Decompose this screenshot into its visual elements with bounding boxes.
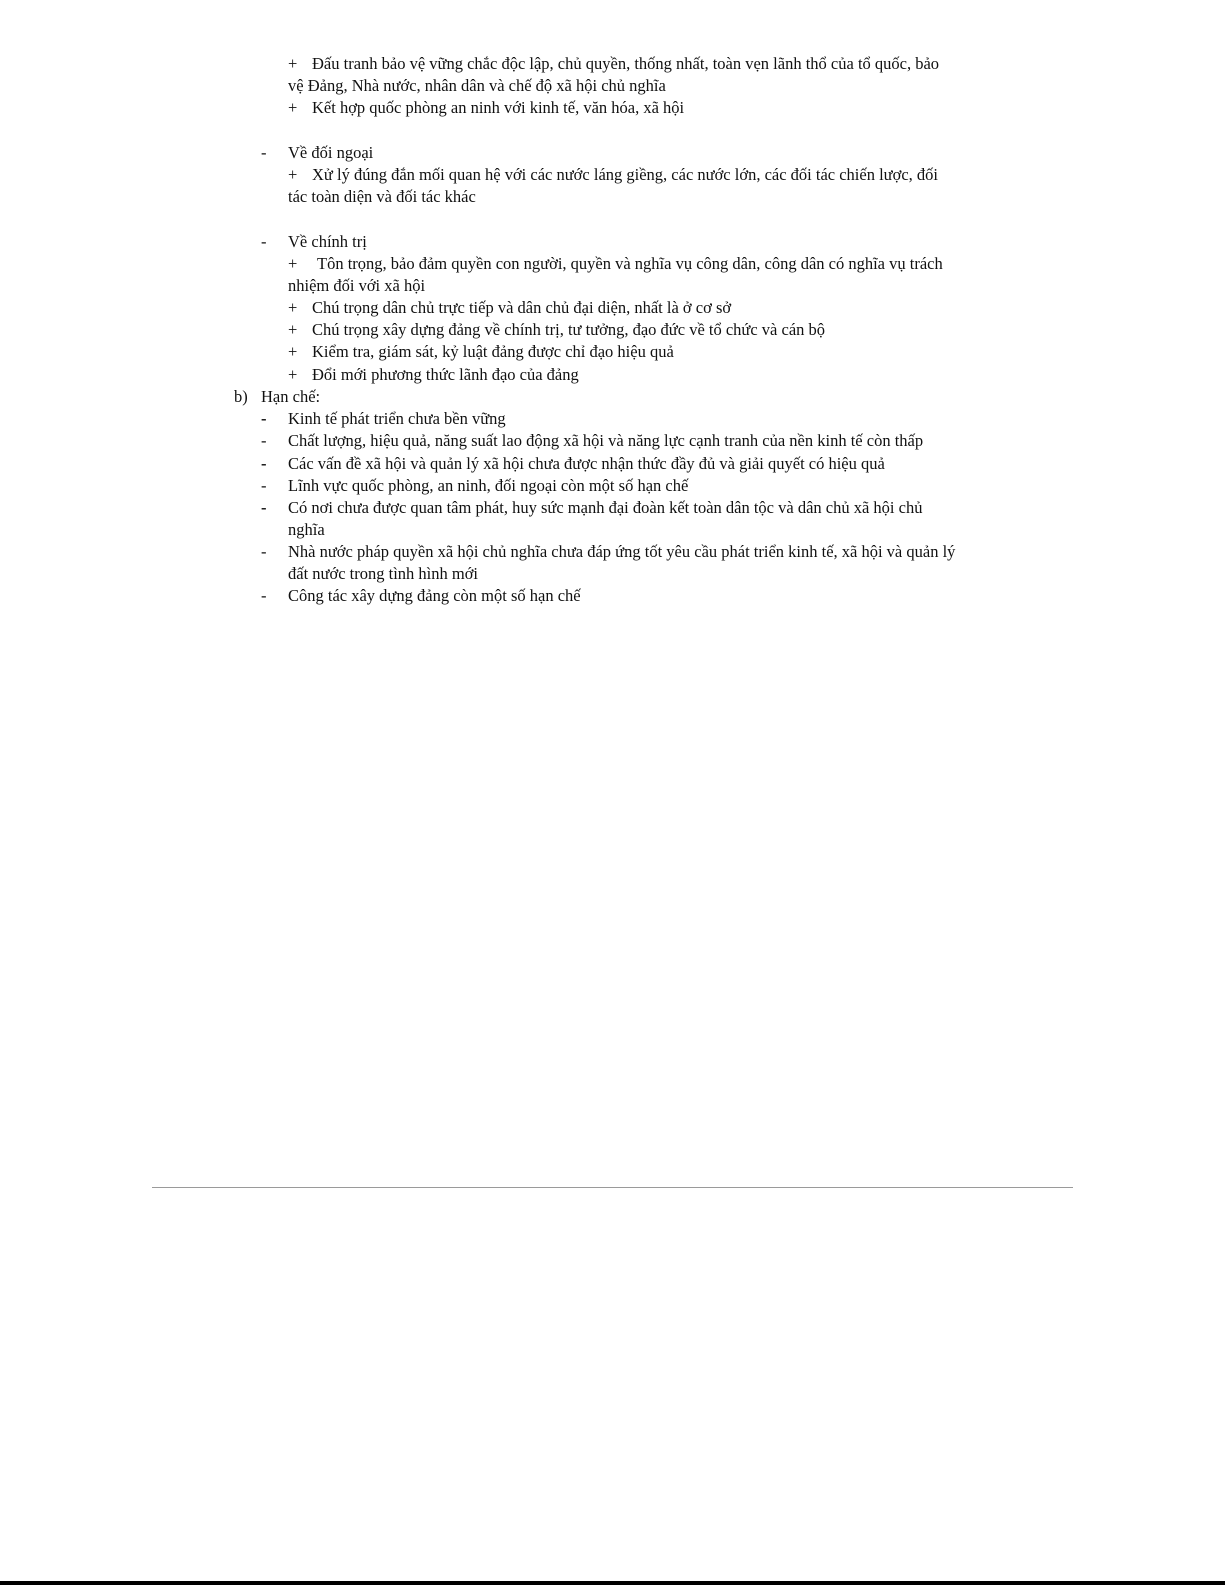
dash-bullet: - bbox=[261, 586, 267, 605]
plus-bullet: + bbox=[288, 98, 298, 117]
list-item-text: Kinh tế phát triển chưa bền vững bbox=[288, 409, 506, 428]
list-item-text-continued: nhiệm đối với xã hội bbox=[288, 276, 426, 295]
list-item-text: Có nơi chưa được quan tâm phát, huy sức mạnh đại đoàn kết toàn dân tộc và dân chủ xã hội chủ bbox=[288, 498, 923, 517]
bottom-edge-bar bbox=[0, 1581, 1225, 1585]
plus-bullet: + bbox=[288, 342, 298, 361]
list-item-text-continued: nghĩa bbox=[288, 520, 325, 539]
dash-bullet: - bbox=[261, 431, 267, 450]
dash-bullet: - bbox=[261, 232, 267, 251]
dash-bullet: - bbox=[261, 409, 267, 428]
plus-bullet: + bbox=[288, 320, 298, 339]
plus-bullet: + bbox=[288, 165, 298, 184]
list-item-text: Lĩnh vực quốc phòng, an ninh, đối ngoại còn một số hạn chế bbox=[288, 476, 689, 495]
dash-bullet: - bbox=[261, 143, 267, 162]
list-item-text: Xử lý đúng đắn mối quan hệ với các nước láng giềng, các nước lớn, các đối tác chiến lược, đối bbox=[312, 165, 938, 184]
list-item-text-continued: đất nước trong tình hình mới bbox=[288, 564, 478, 583]
list-item-text: Đổi mới phương thức lãnh đạo của đảng bbox=[312, 365, 579, 384]
list-item-text: Chú trọng dân chủ trực tiếp và dân chủ đại diện, nhất là ở cơ sở bbox=[312, 298, 732, 317]
plus-bullet: + bbox=[288, 54, 298, 73]
plus-bullet: + bbox=[288, 254, 298, 273]
list-item-text: Nhà nước pháp quyền xã hội chủ nghĩa chưa đáp ứng tốt yêu cầu phát triển kinh tế, xã hội và quản lý bbox=[288, 542, 956, 561]
list-item-text: Đấu tranh bảo vệ vững chắc độc lập, chủ quyền, thống nhất, toàn vẹn lãnh thổ của tổ quốc, bảo bbox=[312, 54, 940, 73]
dash-bullet: - bbox=[261, 498, 267, 517]
list-item-text: Kết hợp quốc phòng an ninh với kinh tế, văn hóa, xã hội bbox=[312, 98, 685, 117]
section-heading-foreign: Về đối ngoại bbox=[288, 143, 374, 162]
list-item-text: Các vấn đề xã hội và quản lý xã hội chưa được nhận thức đầy đủ và giải quyết có hiệu quả bbox=[288, 454, 885, 473]
section-heading-politics: Về chính trị bbox=[288, 232, 367, 251]
list-item-text: Công tác xây dựng đảng còn một số hạn chế bbox=[288, 586, 581, 605]
list-marker-b: b) bbox=[234, 387, 248, 406]
section-heading-limitations: Hạn chế: bbox=[261, 387, 321, 406]
list-item-text: Chú trọng xây dựng đảng về chính trị, tư tưởng, đạo đức về tổ chức và cán bộ bbox=[312, 320, 826, 339]
dash-bullet: - bbox=[261, 476, 267, 495]
list-item-text: Tôn trọng, bảo đảm quyền con người, quyền và nghĩa vụ công dân, công dân có nghĩa vụ trách bbox=[317, 254, 943, 273]
dash-bullet: - bbox=[261, 542, 267, 561]
list-item-text: Kiểm tra, giám sát, kỷ luật đảng được chỉ đạo hiệu quả bbox=[312, 342, 674, 361]
list-item-text-continued: vệ Đảng, Nhà nước, nhân dân và chế độ xã hội chủ nghĩa bbox=[288, 76, 666, 95]
list-item-text-continued: tác toàn diện và đối tác khác bbox=[288, 187, 476, 206]
plus-bullet: + bbox=[288, 365, 298, 384]
dash-bullet: - bbox=[261, 454, 267, 473]
page-divider bbox=[152, 1187, 1073, 1188]
plus-bullet: + bbox=[288, 298, 298, 317]
list-item-text: Chất lượng, hiệu quả, năng suất lao động xã hội và năng lực cạnh tranh của nền kinh tế còn thấp bbox=[288, 431, 924, 450]
